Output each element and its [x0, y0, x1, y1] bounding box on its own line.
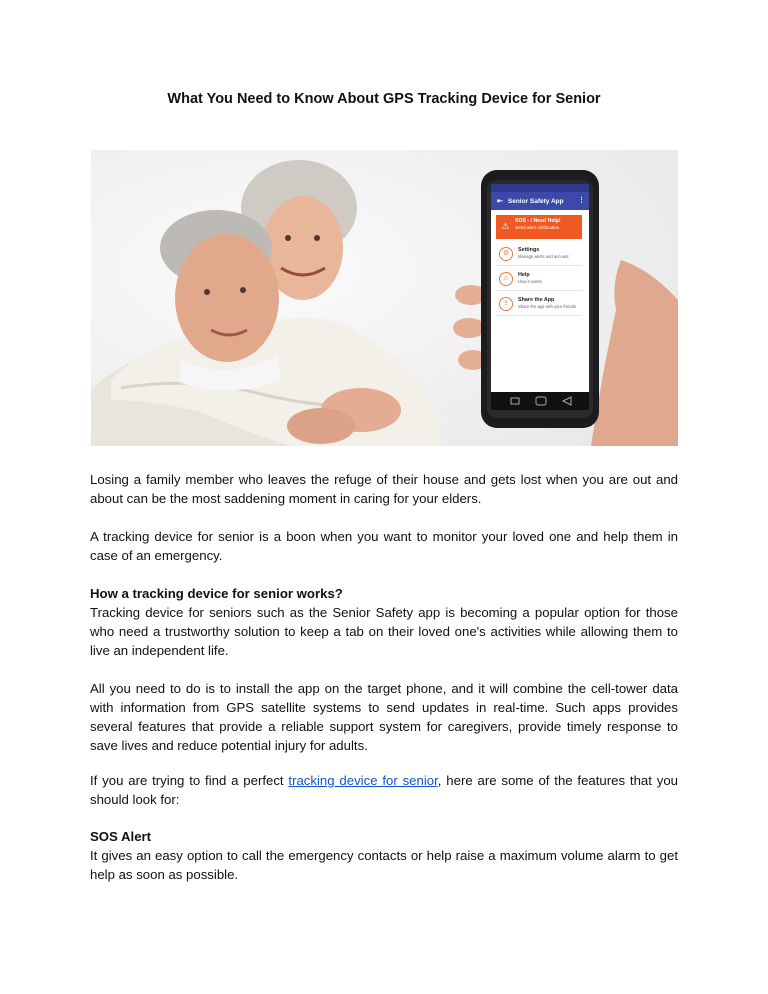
menu-item-title: Help — [518, 272, 530, 278]
gear-icon: ⚙ — [499, 247, 513, 261]
section-heading: SOS Alert — [90, 829, 152, 844]
section-sos-alert — [90, 827, 678, 884]
menu-item-subtitle: Share the app with your friends — [518, 304, 576, 310]
hero-image — [91, 150, 678, 446]
section-how-it-works — [90, 584, 678, 660]
phone-screen — [491, 192, 589, 412]
sos-title: SOS - I Need Help! — [515, 218, 561, 224]
features-text-before: If you are trying to find a perfect — [90, 773, 289, 788]
menu-item-title: Share the App — [518, 297, 555, 303]
person-icon: ☺ — [499, 272, 513, 286]
section-text: It gives an easy option to call the emergency contacts or help raise a maximum volume alarm to get help as soon as possible. — [90, 848, 678, 882]
section-heading: How a tracking device for senior works? — [90, 586, 343, 601]
menu-item-title: Settings — [518, 247, 540, 253]
senior-couple-illustration — [91, 150, 678, 446]
section-text: Tracking device for seniors such as the Senior Safety app is becoming a popular option for those who need a trustworthy solution to keep a tab on their loved one's activities while allowing them to live an independent life. — [90, 605, 678, 658]
intro-paragraph-1: Losing a family member who leaves the refuge of their house and gets lost when you are out and about can be the most saddening moment in caring for your elders. — [90, 472, 678, 506]
alarm-icon: ⚠ — [501, 221, 510, 231]
exit-icon: ⇤ — [497, 198, 503, 205]
menu-item-share — [496, 294, 582, 316]
menu-item-settings — [496, 244, 582, 266]
menu-item-subtitle: Manage alerts and account — [518, 254, 569, 260]
share-icon: ⇪ — [499, 297, 513, 311]
app-bar — [491, 192, 589, 210]
sos-subtitle: Send alert notification — [515, 224, 560, 230]
menu-item-subtitle: How it works — [518, 279, 542, 285]
features-text-after: , here are some of the features that you should look for: — [90, 773, 678, 807]
kebab-menu-icon: ⋮ — [578, 197, 585, 204]
document-title: What You Need to Know About GPS Tracking Device for Senior — [167, 91, 601, 107]
sos-button — [496, 215, 582, 239]
menu-item-help — [496, 269, 582, 291]
intro-paragraph-2: A tracking device for senior is a boon when you want to monitor your loved one and help them in case of an emergency. — [90, 529, 678, 563]
tracking-device-link[interactable]: tracking device for senior — [288, 773, 438, 788]
app-title: Senior Safety App — [507, 197, 564, 205]
install-paragraph: All you need to do is to install the app on the target phone, and it will combine the cell-tower data with information from GPS satellite systems to send updates in real-time. Such apps provides several features that provide a reliable support system for caregivers, provide timely response to save lives and reduce potential injury for adults. — [90, 681, 678, 753]
features-paragraph — [90, 771, 678, 809]
